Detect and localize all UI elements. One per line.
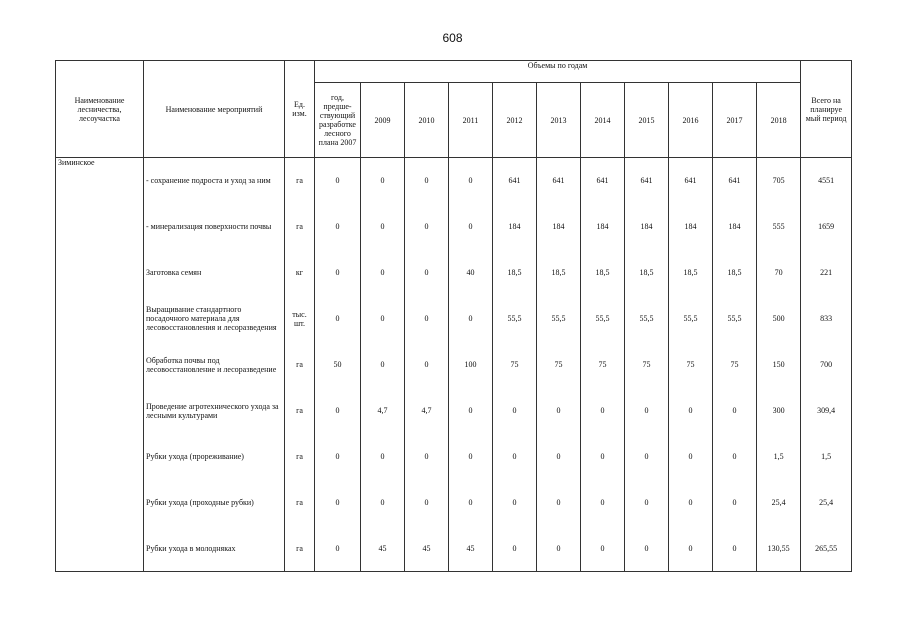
value-cell: 0 [449, 296, 493, 342]
value-cell: 641 [493, 158, 537, 204]
value-cell: 40 [449, 250, 493, 296]
value-cell: 184 [669, 204, 713, 250]
table-row [56, 204, 852, 250]
value-cell: 0 [625, 526, 669, 572]
total-cell: 25,4 [801, 480, 852, 526]
header-year: 2017 [713, 83, 757, 158]
value-cell: 0 [449, 388, 493, 434]
value-cell: 0 [493, 388, 537, 434]
value-cell: 0 [581, 526, 625, 572]
value-cell: 0 [713, 526, 757, 572]
total-cell: 4551 [801, 158, 852, 204]
header-unit: Ед. изм. [285, 61, 315, 158]
header-prior-year: год, предше- ствующий разработке лесного плана 2007 [315, 83, 361, 158]
value-cell: 555 [757, 204, 801, 250]
activity-cell: Обработка почвы под лесовосстановление и лесоразведение [144, 342, 285, 388]
value-cell: 18,5 [581, 250, 625, 296]
activity-cell: Проведение агротехнического ухода за лесными культурами [144, 388, 285, 434]
total-cell: 1,5 [801, 434, 852, 480]
table-row [56, 480, 852, 526]
value-cell: 75 [669, 342, 713, 388]
unit-cell: га [285, 204, 315, 250]
header-year: 2016 [669, 83, 713, 158]
value-cell: 0 [361, 480, 405, 526]
value-cell: 18,5 [493, 250, 537, 296]
value-cell: 55,5 [493, 296, 537, 342]
value-cell: 0 [315, 158, 361, 204]
value-cell: 0 [669, 434, 713, 480]
value-cell: 150 [757, 342, 801, 388]
forestry-name: Зиминское [56, 158, 144, 572]
value-cell: 0 [361, 250, 405, 296]
value-cell: 641 [713, 158, 757, 204]
value-cell: 70 [757, 250, 801, 296]
unit-cell: га [285, 388, 315, 434]
value-cell: 0 [361, 296, 405, 342]
activity-cell: - минерализация поверхности почвы [144, 204, 285, 250]
value-cell: 0 [537, 480, 581, 526]
value-cell: 0 [669, 480, 713, 526]
header-total: Всего на планируе мый период [801, 61, 852, 158]
table-row [56, 296, 852, 342]
activity-cell: Рубки ухода в молодняках [144, 526, 285, 572]
table-row [56, 250, 852, 296]
activity-cell: Заготовка семян [144, 250, 285, 296]
value-cell: 0 [581, 388, 625, 434]
header-year: 2011 [449, 83, 493, 158]
value-cell: 0 [669, 388, 713, 434]
value-cell: 75 [537, 342, 581, 388]
value-cell: 75 [625, 342, 669, 388]
value-cell: 4,7 [405, 388, 449, 434]
header-forestry: Наименование лесничества, лесоучастка [56, 61, 144, 158]
activity-cell: Выращивание стандартного посадочного материала для лесовосстановления и лесоразведения [144, 296, 285, 342]
activity-cell: Рубки ухода (проходные рубки) [144, 480, 285, 526]
unit-cell: га [285, 434, 315, 480]
unit-cell: га [285, 526, 315, 572]
value-cell: 184 [581, 204, 625, 250]
total-cell: 833 [801, 296, 852, 342]
value-cell: 55,5 [713, 296, 757, 342]
value-cell: 0 [315, 434, 361, 480]
total-cell: 700 [801, 342, 852, 388]
value-cell: 18,5 [537, 250, 581, 296]
value-cell: 0 [449, 480, 493, 526]
header-year: 2013 [537, 83, 581, 158]
value-cell: 0 [625, 388, 669, 434]
value-cell: 55,5 [537, 296, 581, 342]
page-number: 608 [442, 31, 463, 45]
value-cell: 0 [669, 526, 713, 572]
value-cell: 0 [361, 342, 405, 388]
value-cell: 0 [449, 204, 493, 250]
value-cell: 25,4 [757, 480, 801, 526]
value-cell: 45 [405, 526, 449, 572]
value-cell: 0 [581, 434, 625, 480]
value-cell: 0 [405, 204, 449, 250]
unit-cell: кг [285, 250, 315, 296]
value-cell: 0 [625, 480, 669, 526]
forest-plan-table [55, 60, 852, 572]
value-cell: 55,5 [625, 296, 669, 342]
table-row [56, 388, 852, 434]
value-cell: 0 [493, 434, 537, 480]
value-cell: 75 [493, 342, 537, 388]
value-cell: 184 [713, 204, 757, 250]
total-cell: 309,4 [801, 388, 852, 434]
value-cell: 55,5 [669, 296, 713, 342]
value-cell: 18,5 [669, 250, 713, 296]
value-cell: 184 [493, 204, 537, 250]
value-cell: 500 [757, 296, 801, 342]
header-activity: Наименование мероприятий [144, 61, 285, 158]
value-cell: 0 [537, 434, 581, 480]
value-cell: 0 [449, 158, 493, 204]
header-year: 2010 [405, 83, 449, 158]
activity-cell: - сохранение подроста и уход за ним [144, 158, 285, 204]
total-cell: 265,55 [801, 526, 852, 572]
value-cell: 0 [713, 480, 757, 526]
unit-cell: га [285, 158, 315, 204]
value-cell: 4,7 [361, 388, 405, 434]
header-year: 2014 [581, 83, 625, 158]
value-cell: 641 [581, 158, 625, 204]
value-cell: 0 [405, 480, 449, 526]
value-cell: 0 [315, 526, 361, 572]
value-cell: 0 [405, 250, 449, 296]
value-cell: 0 [713, 434, 757, 480]
value-cell: 184 [625, 204, 669, 250]
value-cell: 641 [625, 158, 669, 204]
table-row [56, 526, 852, 572]
value-cell: 300 [757, 388, 801, 434]
table-row [56, 158, 852, 204]
value-cell: 55,5 [581, 296, 625, 342]
header-year: 2009 [361, 83, 405, 158]
unit-cell: га [285, 342, 315, 388]
value-cell: 45 [361, 526, 405, 572]
header-volumes-by-year: Объемы по годам [315, 61, 801, 83]
value-cell: 45 [449, 526, 493, 572]
value-cell: 0 [493, 480, 537, 526]
value-cell: 0 [405, 296, 449, 342]
value-cell: 0 [315, 480, 361, 526]
value-cell: 75 [581, 342, 625, 388]
value-cell: 18,5 [625, 250, 669, 296]
value-cell: 0 [405, 158, 449, 204]
value-cell: 0 [315, 204, 361, 250]
table-row [56, 434, 852, 480]
value-cell: 0 [315, 388, 361, 434]
total-cell: 1659 [801, 204, 852, 250]
value-cell: 18,5 [713, 250, 757, 296]
value-cell: 641 [537, 158, 581, 204]
value-cell: 1,5 [757, 434, 801, 480]
value-cell: 0 [493, 526, 537, 572]
value-cell: 50 [315, 342, 361, 388]
value-cell: 100 [449, 342, 493, 388]
value-cell: 0 [625, 434, 669, 480]
value-cell: 0 [537, 526, 581, 572]
value-cell: 0 [713, 388, 757, 434]
value-cell: 0 [581, 480, 625, 526]
value-cell: 0 [405, 342, 449, 388]
header-year: 2012 [493, 83, 537, 158]
value-cell: 0 [361, 204, 405, 250]
header-year: 2018 [757, 83, 801, 158]
value-cell: 0 [361, 158, 405, 204]
value-cell: 130,55 [757, 526, 801, 572]
header-year: 2015 [625, 83, 669, 158]
value-cell: 0 [361, 434, 405, 480]
value-cell: 641 [669, 158, 713, 204]
table-row [56, 342, 852, 388]
activity-cell: Рубки ухода (прореживание) [144, 434, 285, 480]
value-cell: 0 [315, 296, 361, 342]
value-cell: 0 [449, 434, 493, 480]
total-cell: 221 [801, 250, 852, 296]
value-cell: 184 [537, 204, 581, 250]
value-cell: 75 [713, 342, 757, 388]
value-cell: 705 [757, 158, 801, 204]
value-cell: 0 [537, 388, 581, 434]
unit-cell: тыс. шт. [285, 296, 315, 342]
value-cell: 0 [315, 250, 361, 296]
unit-cell: га [285, 480, 315, 526]
value-cell: 0 [405, 434, 449, 480]
